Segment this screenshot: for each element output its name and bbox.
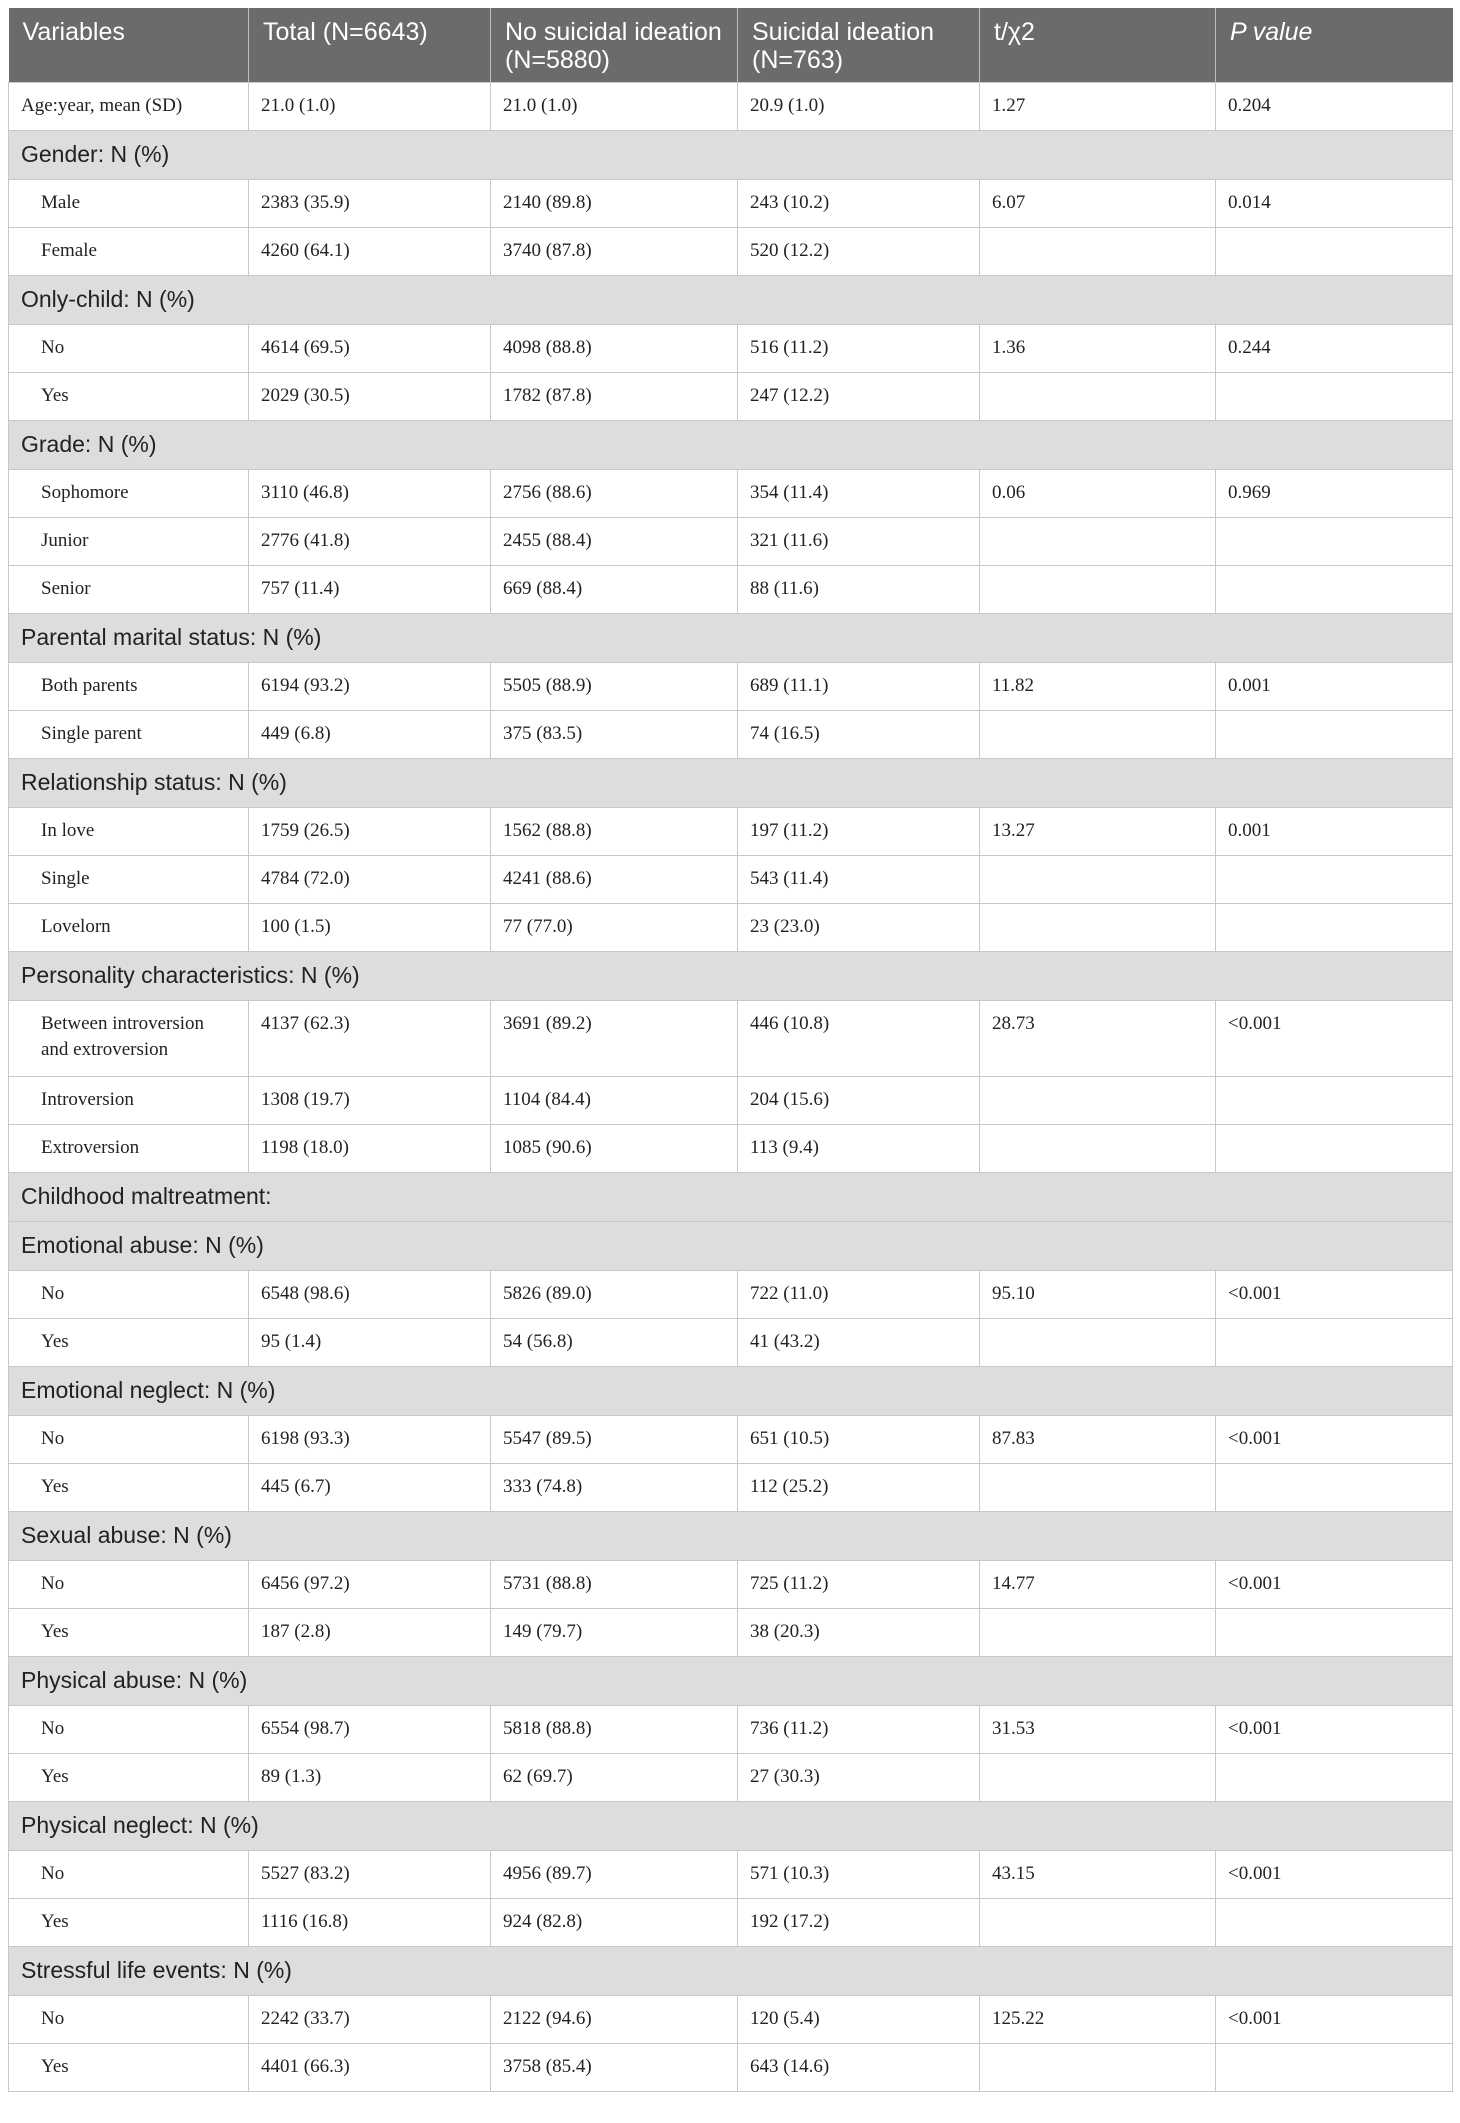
table-row — [9, 1077, 1453, 1125]
cell-test-statistic: 14.77 — [980, 1561, 1216, 1609]
row-label: Introversion — [9, 1077, 249, 1125]
cell-no-suicidal-ideation: 3691 (89.2) — [491, 1001, 738, 1077]
table-row — [9, 83, 1453, 131]
cell-suicidal-ideation: 247 (12.2) — [738, 373, 980, 421]
row-label: Single parent — [9, 711, 249, 759]
table-row — [9, 373, 1453, 421]
table-row — [9, 808, 1453, 856]
cell-p-value: <0.001 — [1216, 1706, 1453, 1754]
cell-test-statistic — [980, 1077, 1216, 1125]
cell-suicidal-ideation: 736 (11.2) — [738, 1706, 980, 1754]
row-label: Single — [9, 856, 249, 904]
cell-suicidal-ideation: 113 (9.4) — [738, 1125, 980, 1173]
section-row — [9, 131, 1453, 180]
cell-no-suicidal-ideation: 3758 (85.4) — [491, 2044, 738, 2092]
row-label: Both parents — [9, 663, 249, 711]
demographics-table — [8, 8, 1453, 2092]
header-variables: Variables — [9, 8, 249, 83]
cell-no-suicidal-ideation: 5826 (89.0) — [491, 1271, 738, 1319]
table-row — [9, 518, 1453, 566]
table-row — [9, 1754, 1453, 1802]
row-label: No — [9, 1561, 249, 1609]
section-label: Physical neglect: N (%) — [9, 1802, 1453, 1851]
row-label: No — [9, 1996, 249, 2044]
row-label: Male — [9, 180, 249, 228]
cell-p-value — [1216, 566, 1453, 614]
cell-test-statistic: 43.15 — [980, 1851, 1216, 1899]
cell-test-statistic: 31.53 — [980, 1706, 1216, 1754]
section-label: Only-child: N (%) — [9, 276, 1453, 325]
section-label: Physical abuse: N (%) — [9, 1657, 1453, 1706]
table-row — [9, 1125, 1453, 1173]
cell-p-value — [1216, 1077, 1453, 1125]
cell-test-statistic — [980, 904, 1216, 952]
cell-no-suicidal-ideation: 149 (79.7) — [491, 1609, 738, 1657]
table-row — [9, 470, 1453, 518]
cell-p-value — [1216, 1609, 1453, 1657]
row-label: Between introversion and extroversion — [9, 1001, 249, 1077]
section-label: Personality characteristics: N (%) — [9, 952, 1453, 1001]
row-label: Yes — [9, 1319, 249, 1367]
row-label: Age:year, mean (SD) — [9, 83, 249, 131]
table-row — [9, 1851, 1453, 1899]
cell-suicidal-ideation: 204 (15.6) — [738, 1077, 980, 1125]
cell-no-suicidal-ideation: 1562 (88.8) — [491, 808, 738, 856]
cell-p-value — [1216, 1754, 1453, 1802]
cell-no-suicidal-ideation: 5547 (89.5) — [491, 1416, 738, 1464]
cell-test-statistic — [980, 518, 1216, 566]
cell-suicidal-ideation: 321 (11.6) — [738, 518, 980, 566]
header-suicidal-ideation: Suicidal ideation (N=763) — [738, 8, 980, 83]
cell-p-value — [1216, 518, 1453, 566]
cell-total: 6456 (97.2) — [249, 1561, 491, 1609]
cell-p-value: <0.001 — [1216, 1416, 1453, 1464]
section-label: Sexual abuse: N (%) — [9, 1512, 1453, 1561]
cell-p-value — [1216, 856, 1453, 904]
cell-test-statistic: 87.83 — [980, 1416, 1216, 1464]
section-row — [9, 1367, 1453, 1416]
section-row — [9, 1222, 1453, 1271]
cell-total: 6194 (93.2) — [249, 663, 491, 711]
cell-total: 5527 (83.2) — [249, 1851, 491, 1899]
cell-total: 100 (1.5) — [249, 904, 491, 952]
cell-p-value: <0.001 — [1216, 1001, 1453, 1077]
table-row — [9, 2044, 1453, 2092]
table-row — [9, 1001, 1453, 1077]
cell-total: 1759 (26.5) — [249, 808, 491, 856]
section-row — [9, 614, 1453, 663]
header-p-value-text: P value — [1230, 18, 1313, 46]
table-row — [9, 1319, 1453, 1367]
cell-suicidal-ideation: 41 (43.2) — [738, 1319, 980, 1367]
table-row — [9, 180, 1453, 228]
section-label: Emotional neglect: N (%) — [9, 1367, 1453, 1416]
cell-test-statistic: 28.73 — [980, 1001, 1216, 1077]
cell-p-value — [1216, 1464, 1453, 1512]
cell-suicidal-ideation: 112 (25.2) — [738, 1464, 980, 1512]
section-row — [9, 1802, 1453, 1851]
cell-test-statistic: 1.36 — [980, 325, 1216, 373]
section-row — [9, 1512, 1453, 1561]
cell-no-suicidal-ideation: 3740 (87.8) — [491, 228, 738, 276]
cell-total: 4784 (72.0) — [249, 856, 491, 904]
cell-total: 187 (2.8) — [249, 1609, 491, 1657]
table-header-row — [9, 8, 1453, 83]
section-label: Gender: N (%) — [9, 131, 1453, 180]
cell-p-value: <0.001 — [1216, 1561, 1453, 1609]
row-label: Yes — [9, 1754, 249, 1802]
header-p-value — [1216, 8, 1453, 83]
section-label: Grade: N (%) — [9, 421, 1453, 470]
cell-total: 1116 (16.8) — [249, 1899, 491, 1947]
row-label: Lovelorn — [9, 904, 249, 952]
cell-no-suicidal-ideation: 4098 (88.8) — [491, 325, 738, 373]
cell-total: 1198 (18.0) — [249, 1125, 491, 1173]
table-row — [9, 1271, 1453, 1319]
table-body — [9, 83, 1453, 2092]
cell-total: 2029 (30.5) — [249, 373, 491, 421]
header-test-statistic: t/χ2 — [980, 8, 1216, 83]
row-label: Yes — [9, 1609, 249, 1657]
cell-test-statistic — [980, 856, 1216, 904]
cell-suicidal-ideation: 88 (11.6) — [738, 566, 980, 614]
cell-p-value — [1216, 1319, 1453, 1367]
table-row — [9, 663, 1453, 711]
table-row — [9, 904, 1453, 952]
cell-suicidal-ideation: 243 (10.2) — [738, 180, 980, 228]
cell-total: 6554 (98.7) — [249, 1706, 491, 1754]
cell-no-suicidal-ideation: 5505 (88.9) — [491, 663, 738, 711]
cell-test-statistic — [980, 566, 1216, 614]
section-row — [9, 276, 1453, 325]
cell-p-value — [1216, 1125, 1453, 1173]
row-label: No — [9, 1706, 249, 1754]
cell-total: 6548 (98.6) — [249, 1271, 491, 1319]
cell-total: 89 (1.3) — [249, 1754, 491, 1802]
cell-total: 2242 (33.7) — [249, 1996, 491, 2044]
cell-no-suicidal-ideation: 1782 (87.8) — [491, 373, 738, 421]
cell-test-statistic — [980, 2044, 1216, 2092]
cell-test-statistic: 95.10 — [980, 1271, 1216, 1319]
cell-test-statistic — [980, 1609, 1216, 1657]
cell-suicidal-ideation: 23 (23.0) — [738, 904, 980, 952]
cell-p-value: <0.001 — [1216, 1271, 1453, 1319]
cell-suicidal-ideation: 689 (11.1) — [738, 663, 980, 711]
table-row — [9, 228, 1453, 276]
cell-test-statistic: 6.07 — [980, 180, 1216, 228]
section-label: Childhood maltreatment: — [9, 1173, 1453, 1222]
cell-test-statistic — [980, 1319, 1216, 1367]
cell-suicidal-ideation: 197 (11.2) — [738, 808, 980, 856]
cell-test-statistic: 11.82 — [980, 663, 1216, 711]
cell-no-suicidal-ideation: 2756 (88.6) — [491, 470, 738, 518]
section-label: Emotional abuse: N (%) — [9, 1222, 1453, 1271]
cell-total: 2776 (41.8) — [249, 518, 491, 566]
cell-suicidal-ideation: 516 (11.2) — [738, 325, 980, 373]
cell-no-suicidal-ideation: 77 (77.0) — [491, 904, 738, 952]
cell-suicidal-ideation: 651 (10.5) — [738, 1416, 980, 1464]
cell-no-suicidal-ideation: 21.0 (1.0) — [491, 83, 738, 131]
section-row — [9, 759, 1453, 808]
cell-no-suicidal-ideation: 4956 (89.7) — [491, 1851, 738, 1899]
cell-test-statistic — [980, 1899, 1216, 1947]
row-label: Senior — [9, 566, 249, 614]
cell-total: 2383 (35.9) — [249, 180, 491, 228]
cell-suicidal-ideation: 722 (11.0) — [738, 1271, 980, 1319]
section-row — [9, 1173, 1453, 1222]
cell-no-suicidal-ideation: 333 (74.8) — [491, 1464, 738, 1512]
cell-no-suicidal-ideation: 2140 (89.8) — [491, 180, 738, 228]
cell-test-statistic: 1.27 — [980, 83, 1216, 131]
table-row — [9, 711, 1453, 759]
cell-p-value — [1216, 1899, 1453, 1947]
cell-total: 4614 (69.5) — [249, 325, 491, 373]
row-label: Extroversion — [9, 1125, 249, 1173]
row-label: No — [9, 1416, 249, 1464]
cell-p-value: 0.244 — [1216, 325, 1453, 373]
cell-no-suicidal-ideation: 375 (83.5) — [491, 711, 738, 759]
cell-total: 21.0 (1.0) — [249, 83, 491, 131]
cell-test-statistic — [980, 711, 1216, 759]
cell-test-statistic: 0.06 — [980, 470, 1216, 518]
cell-test-statistic — [980, 1464, 1216, 1512]
cell-no-suicidal-ideation: 669 (88.4) — [491, 566, 738, 614]
cell-no-suicidal-ideation: 1085 (90.6) — [491, 1125, 738, 1173]
section-row — [9, 421, 1453, 470]
cell-total: 445 (6.7) — [249, 1464, 491, 1512]
cell-suicidal-ideation: 725 (11.2) — [738, 1561, 980, 1609]
cell-p-value — [1216, 228, 1453, 276]
row-label: Yes — [9, 1899, 249, 1947]
row-label: No — [9, 325, 249, 373]
table-row — [9, 1464, 1453, 1512]
cell-p-value: 0.001 — [1216, 663, 1453, 711]
cell-total: 3110 (46.8) — [249, 470, 491, 518]
cell-p-value — [1216, 373, 1453, 421]
cell-test-statistic — [980, 1754, 1216, 1802]
cell-suicidal-ideation: 27 (30.3) — [738, 1754, 980, 1802]
cell-suicidal-ideation: 543 (11.4) — [738, 856, 980, 904]
cell-p-value — [1216, 711, 1453, 759]
cell-suicidal-ideation: 38 (20.3) — [738, 1609, 980, 1657]
table-row — [9, 1416, 1453, 1464]
cell-total: 4260 (64.1) — [249, 228, 491, 276]
cell-suicidal-ideation: 74 (16.5) — [738, 711, 980, 759]
cell-no-suicidal-ideation: 5731 (88.8) — [491, 1561, 738, 1609]
cell-no-suicidal-ideation: 1104 (84.4) — [491, 1077, 738, 1125]
cell-test-statistic — [980, 373, 1216, 421]
table-row — [9, 856, 1453, 904]
cell-total: 1308 (19.7) — [249, 1077, 491, 1125]
cell-no-suicidal-ideation: 924 (82.8) — [491, 1899, 738, 1947]
cell-suicidal-ideation: 354 (11.4) — [738, 470, 980, 518]
cell-total: 6198 (93.3) — [249, 1416, 491, 1464]
row-label: Female — [9, 228, 249, 276]
table-row — [9, 1706, 1453, 1754]
table-row — [9, 1561, 1453, 1609]
cell-suicidal-ideation: 192 (17.2) — [738, 1899, 980, 1947]
cell-no-suicidal-ideation: 2122 (94.6) — [491, 1996, 738, 2044]
cell-p-value — [1216, 904, 1453, 952]
header-total: Total (N=6643) — [249, 8, 491, 83]
section-label: Stressful life events: N (%) — [9, 1947, 1453, 1996]
cell-p-value: <0.001 — [1216, 1996, 1453, 2044]
table-row — [9, 566, 1453, 614]
cell-no-suicidal-ideation: 2455 (88.4) — [491, 518, 738, 566]
cell-p-value: 0.001 — [1216, 808, 1453, 856]
row-label: In love — [9, 808, 249, 856]
cell-test-statistic: 125.22 — [980, 1996, 1216, 2044]
cell-no-suicidal-ideation: 4241 (88.6) — [491, 856, 738, 904]
table-row — [9, 325, 1453, 373]
header-no-suicidal-ideation: No suicidal ideation (N=5880) — [491, 8, 738, 83]
row-label: Sophomore — [9, 470, 249, 518]
section-row — [9, 1657, 1453, 1706]
cell-total: 449 (6.8) — [249, 711, 491, 759]
cell-p-value — [1216, 2044, 1453, 2092]
cell-p-value: 0.204 — [1216, 83, 1453, 131]
row-label: Yes — [9, 2044, 249, 2092]
cell-test-statistic — [980, 228, 1216, 276]
row-label: No — [9, 1851, 249, 1899]
cell-p-value: <0.001 — [1216, 1851, 1453, 1899]
table-row — [9, 1996, 1453, 2044]
cell-suicidal-ideation: 446 (10.8) — [738, 1001, 980, 1077]
cell-suicidal-ideation: 120 (5.4) — [738, 1996, 980, 2044]
table-row — [9, 1609, 1453, 1657]
cell-no-suicidal-ideation: 54 (56.8) — [491, 1319, 738, 1367]
cell-total: 4401 (66.3) — [249, 2044, 491, 2092]
table-row — [9, 1899, 1453, 1947]
cell-no-suicidal-ideation: 62 (69.7) — [491, 1754, 738, 1802]
cell-suicidal-ideation: 20.9 (1.0) — [738, 83, 980, 131]
section-row — [9, 952, 1453, 1001]
cell-total: 757 (11.4) — [249, 566, 491, 614]
row-label: Yes — [9, 373, 249, 421]
cell-suicidal-ideation: 643 (14.6) — [738, 2044, 980, 2092]
cell-total: 4137 (62.3) — [249, 1001, 491, 1077]
section-label: Relationship status: N (%) — [9, 759, 1453, 808]
row-label: No — [9, 1271, 249, 1319]
row-label: Yes — [9, 1464, 249, 1512]
cell-total: 95 (1.4) — [249, 1319, 491, 1367]
row-label: Junior — [9, 518, 249, 566]
cell-test-statistic — [980, 1125, 1216, 1173]
cell-suicidal-ideation: 520 (12.2) — [738, 228, 980, 276]
cell-no-suicidal-ideation: 5818 (88.8) — [491, 1706, 738, 1754]
cell-p-value: 0.014 — [1216, 180, 1453, 228]
section-row — [9, 1947, 1453, 1996]
section-label: Parental marital status: N (%) — [9, 614, 1453, 663]
cell-p-value: 0.969 — [1216, 470, 1453, 518]
cell-suicidal-ideation: 571 (10.3) — [738, 1851, 980, 1899]
cell-test-statistic: 13.27 — [980, 808, 1216, 856]
